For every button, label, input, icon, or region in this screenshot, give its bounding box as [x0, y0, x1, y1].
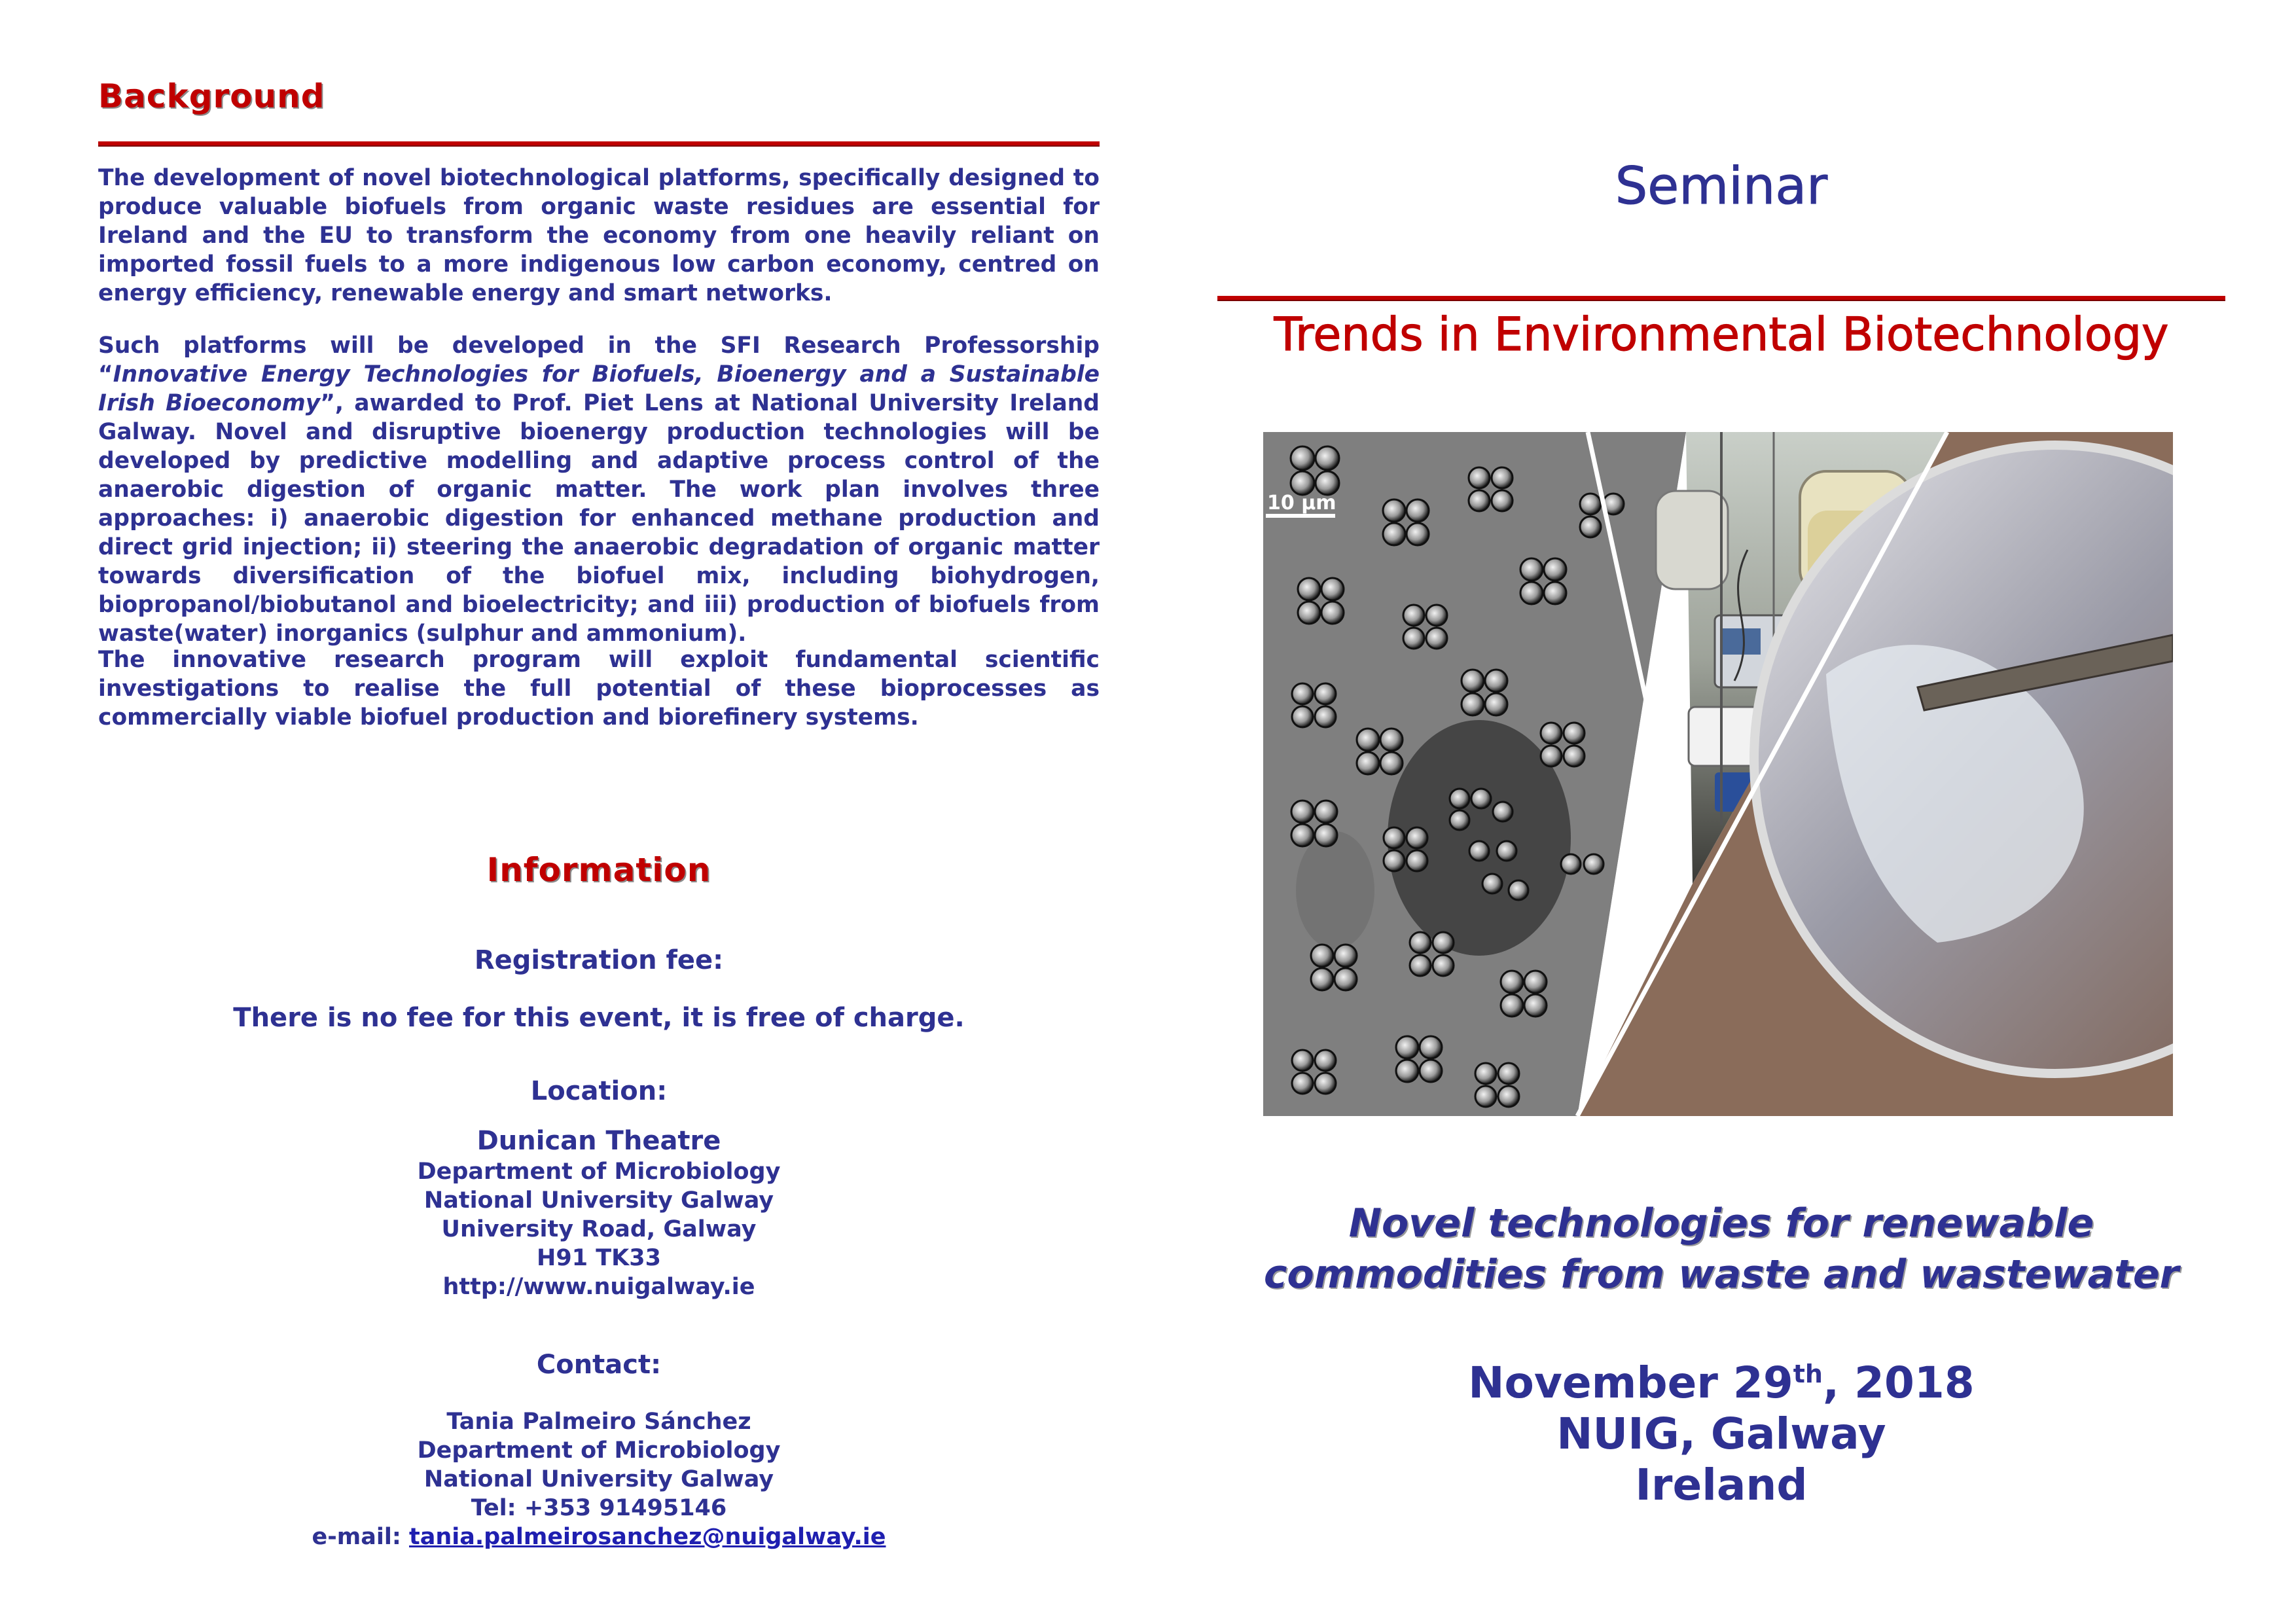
location-line: National University Galway: [423, 1187, 774, 1214]
date-month-day: November 29: [1468, 1358, 1793, 1408]
background-heading: Background: [98, 77, 325, 115]
event-country: Ireland: [1635, 1460, 1808, 1510]
date-year: , 2018: [1822, 1358, 1975, 1408]
contact-email-row: [98, 1523, 1100, 1551]
background-paragraph-3: The innovative research program will exploit fundamental scientific investigations to realise the full potential of these bioprocesses as commercially viable biofuel production and biorefinery systems.: [98, 647, 1100, 731]
event-details: [1217, 1348, 2225, 1511]
location-line: Department of Microbiology: [417, 1159, 781, 1185]
location-name: Dunican Theatre: [476, 1126, 721, 1156]
location-address: [98, 1157, 1100, 1301]
contact-line: Department of Microbiology: [417, 1437, 781, 1464]
paragraph-2-end: ”, awarded to Prof. Piet Lens at National University Ireland Galway. Novel and disruptive bioenergy production technologies will be developed by predictive modelling and adaptive process control of the anaerobic digestion of organic matter. The work plan involves three approaches: i) anaerobic digestion for enhanced methane production and direct grid injection; ii) steering the anaerobic degradation of organic matter towards diversification of the biofuel mix, including biohydrogen, biopropanol/biobutanol and bioelectricity; and iii) production of biofuels from waste(water) inorganics (sulphur and ammonium).: [98, 390, 1100, 647]
seminar-title: Trends in Environmental Biotechnology: [1274, 308, 2169, 361]
location-label: Location:: [530, 1076, 668, 1106]
fee-label: Registration fee:: [474, 945, 724, 975]
background-paragraph-2: [98, 331, 1100, 648]
email-prefix: e-mail:: [312, 1524, 409, 1550]
subtitle-line-2: commodities from waste and wastewater: [1263, 1252, 2179, 1297]
contact-line: National University Galway: [423, 1466, 774, 1492]
location-line: University Road, Galway: [441, 1216, 757, 1242]
scale-bar-label: 10 µm: [1267, 492, 1336, 514]
information-heading: Information: [486, 851, 711, 889]
event-venue: NUIG, Galway: [1556, 1409, 1886, 1459]
email-link[interactable]: tania.palmeirosanchez@nuigalway.ie: [409, 1524, 886, 1550]
left-panel: [98, 0, 1100, 1624]
event-date: [1217, 1348, 2225, 1409]
paragraph-2-start: Such platforms will be developed in the SFI Research Professorship “: [98, 333, 1100, 388]
date-suffix: th: [1793, 1360, 1823, 1388]
website-link[interactable]: http://www.nuigalway.ie: [442, 1274, 755, 1300]
fee-text: There is no fee for this event, it is free of charge.: [233, 1003, 965, 1033]
professorship-title: Innovative Energy Technologies for Biofuels, Bioenergy and a Sustainable Irish Bioeconomy: [98, 361, 1100, 416]
scale-bar: [1266, 492, 1336, 516]
background-divider: [98, 141, 1100, 147]
seminar-heading: Seminar: [1615, 157, 1828, 216]
location-line: H91 TK33: [537, 1245, 661, 1271]
contact-name: Tania Palmeiro Sánchez: [446, 1409, 751, 1435]
contact-phone: Tel: +353 91495146: [471, 1495, 727, 1521]
cover-divider: [1217, 296, 2225, 301]
cover-panel: [1217, 0, 2225, 1624]
contact-details: [98, 1407, 1100, 1551]
cover-photo-collage: [1263, 432, 2173, 1116]
subtitle-line-1: Novel technologies for renewable: [1348, 1200, 2094, 1246]
background-paragraph-1: The development of novel biotechnological platforms, specifically designed to produce valuable biofuels from organic waste residues are essential for Ireland and the EU to transform the economy from one heavily reliant on imported fossil fuels to a more indigenous low carbon economy, centred on energy efficiency, renewable energy and smart networks.: [98, 165, 1100, 306]
seminar-subtitle: [1217, 1198, 2225, 1300]
contact-label: Contact:: [536, 1350, 662, 1380]
